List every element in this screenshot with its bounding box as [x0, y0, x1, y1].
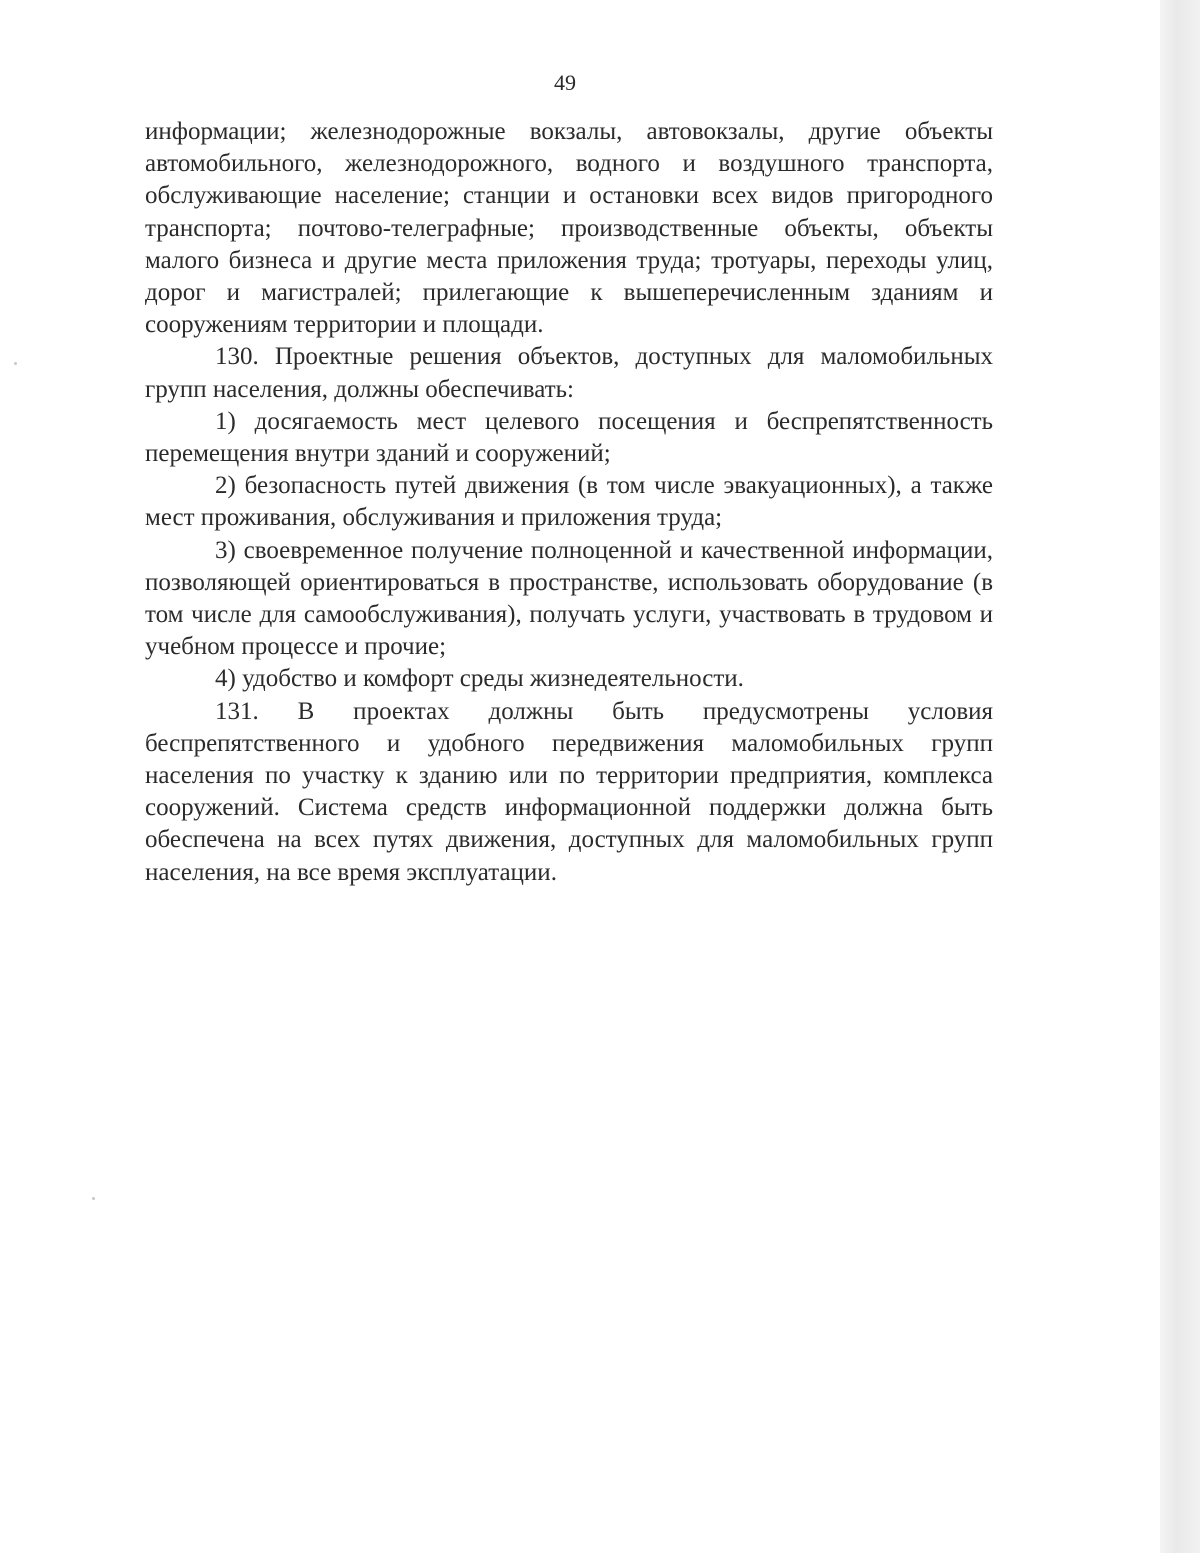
list-item-1: 1) досягаемость мест целевого посещения и беспрепятственность перемещения внутри зданий и сооружений; [145, 407, 993, 468]
document-body [145, 116, 993, 889]
paragraph-continuation: информации; железнодорожные вокзалы, автовокзалы, другие объекты автомобильного, железнодорожного, водного и воздушного транспорта, обслуживающие население; станции и остановки всех видов пригородного транспорта; почтово-телеграфные; производственные объекты, объекты малого бизнеса и другие места приложения труда; тротуары, переходы улиц, дорог и магистралей; прилегающие к вышеперечисленным зданиям и сооружениям территории и площади. [145, 118, 993, 339]
list-item-4: 4) удобство и комфорт среды жизнедеятельности. [215, 665, 744, 693]
scan-speck [14, 362, 17, 365]
scan-speck [92, 1197, 95, 1200]
list-item-3: 3) своевременное получение полноценной и качественной информации, позволяющей ориентироваться в пространстве, использовать оборудование (в том числе для самообслуживания), получать услуги, участвовать в трудовом и учебном процессе и прочие; [145, 536, 993, 661]
scan-edge-shadow [1160, 0, 1200, 1553]
list-item-2: 2) безопасность путей движения (в том числе эвакуационных), а также мест проживания, обслуживания и приложения труда; [145, 472, 993, 532]
paragraph-130: 130. Проектные решения объектов, доступных для маломобильных групп населения, должны обеспечивать: [145, 343, 993, 403]
paragraph-131: 131. В проектах должны быть предусмотрены условия беспрепятственного и удобного передвижения маломобильных групп населения по участку к зданию или по территории предприятия, комплекса сооружений. Система средств информационной поддержки должна быть обеспечена на всех путях движения, доступных для маломобильных групп населения, на все время эксплуатации. [145, 697, 993, 886]
page-number: 49 [554, 70, 576, 95]
